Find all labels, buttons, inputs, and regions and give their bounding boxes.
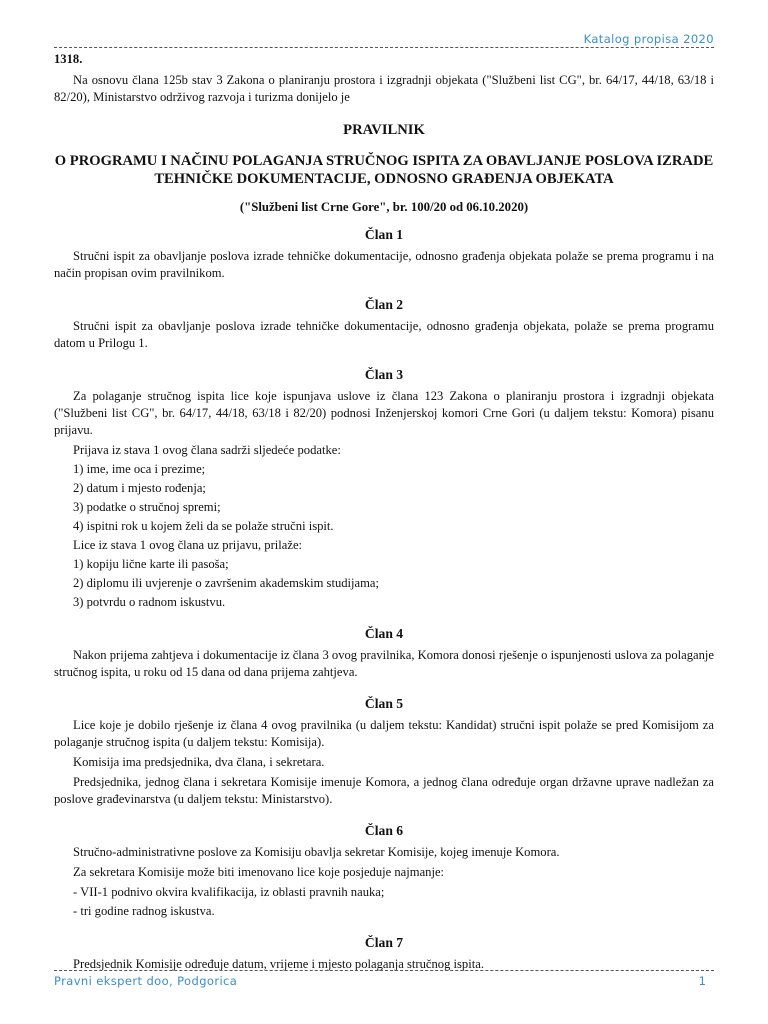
list-item: 1) kopiju lične karte ili pasoša;: [73, 557, 229, 571]
footer-divider: [54, 970, 714, 971]
list-item: 1) ime, ime oca i prezime;: [73, 462, 206, 476]
article-heading: Član 7: [364, 935, 404, 950]
article-heading: Član 3: [364, 367, 404, 382]
article-paragraph: Stručni ispit za obavljanje poslova izrade tehničke dokumentacije, odnosno građenja objekata polaže se prema programu i na način propisan ovim pravilnikom.: [54, 249, 714, 280]
footer-company: Pravni ekspert doo, Podgorica: [54, 974, 238, 988]
preamble: Na osnovu člana 125b stav 3 Zakona o planiranju prostora i izgradnji objekata ("Službeni list CG", br. 64/17, 44/18, 63/18 i 82/20), Ministarstvo održivog razvoja i turizma donijelo je: [54, 73, 714, 104]
article-paragraph: Prijava iz stava 1 ovog člana sadrži sljedeće podatke:: [73, 443, 341, 457]
gazette-reference: ("Službeni list Crne Gore", br. 100/20 od 06.10.2020): [239, 200, 529, 214]
list-item: - tri godine radnog iskustva.: [73, 904, 215, 918]
page-number: 1: [698, 974, 706, 988]
document-body: [54, 51, 714, 975]
article-heading: Član 2: [364, 297, 404, 312]
article-paragraph: Lice koje je dobilo rješenje iz člana 4 ovog pravilnika (u daljem tekstu: Kandidat) stručni ispit polaže se pred Komisijom za polaganje stručnog ispita (u daljem tekstu: Komisija).: [54, 718, 714, 749]
article-paragraph: Nakon prijema zahtjeva i dokumentacije iz člana 3 ovog pravilnika, Komora donosi rješenje o ispunjenosti uslova za polaganje stručnog ispita, u roku od 15 dana od dana prijema zahtjeva.: [54, 648, 714, 679]
article-paragraph: Predsjednik Komisije određuje datum, vrijeme i mjesto polaganja stručnog ispita.: [73, 957, 484, 971]
article-heading: Član 5: [364, 696, 404, 711]
article-paragraph: Komisija ima predsjednika, dva člana, i sekretara.: [73, 755, 325, 769]
list-item: 2) diplomu ili uvjerenje o završenim akademskim studijama;: [73, 576, 380, 590]
article-paragraph: Za polaganje stručnog ispita lice koje ispunjava uslove iz člana 123 Zakona o planiranju prostora i izgradnji objekata ("Službeni list CG", br. 64/17, 44/18, 63/18 i 82/20) podnosi Inženjerskoj komori Crne Gori (u daljem tekstu: Komora) pisanu prijavu.: [54, 389, 714, 437]
article-paragraph: Lice iz stava 1 ovog člana uz prijavu, prilaže:: [73, 538, 303, 552]
list-item: - VII-1 podnivo okvira kvalifikacija, iz oblasti pravnih nauka;: [73, 885, 385, 899]
article-paragraph: Stručno-administrativne poslove za Komisiju obavlja sekretar Komisije, kojeg imenuje Komora.: [73, 845, 560, 859]
article-heading: Član 4: [364, 626, 404, 641]
article-paragraph: Stručni ispit za obavljanje poslova izrade tehničke dokumentacije, odnosno građenja objekata, polaže se prema programu datom u Prilogu 1.: [54, 319, 714, 350]
header-divider: [54, 47, 714, 48]
document-title: PRAVILNIK: [343, 122, 425, 138]
list-item: 3) podatke o stručnoj spremi;: [73, 500, 221, 514]
document-number: 1318.: [54, 52, 83, 66]
list-item: 4) ispitni rok u kojem želi da se polaže stručni ispit.: [73, 519, 334, 533]
catalog-header-title: Katalog propisa 2020: [583, 32, 714, 46]
article-paragraph: Predsjednika, jednog člana i sekretara Komisije imenuje Komora, a jednog člana određuje organ državne uprave nadležan za poslove građevinarstva (u daljem tekstu: Ministarstvo).: [54, 775, 714, 806]
article-heading: Član 1: [364, 227, 404, 242]
list-item: 2) datum i mjesto rođenja;: [73, 481, 206, 495]
article-heading: Član 6: [364, 823, 404, 838]
article-paragraph: Za sekretara Komisije može biti imenovano lice koje posjeduje najmanje:: [73, 865, 445, 879]
list-item: 3) potvrdu o radnom iskustvu.: [73, 595, 226, 609]
document-subtitle: O PROGRAMU I NAČINU POLAGANJA STRUČNOG ISPITA ZA OBAVLJANJE POSLOVA IZRADE TEHNIČKE DOKUMENTACIJE, ODNOSNO GRAĐENJA OBJEKATA: [54, 153, 714, 187]
